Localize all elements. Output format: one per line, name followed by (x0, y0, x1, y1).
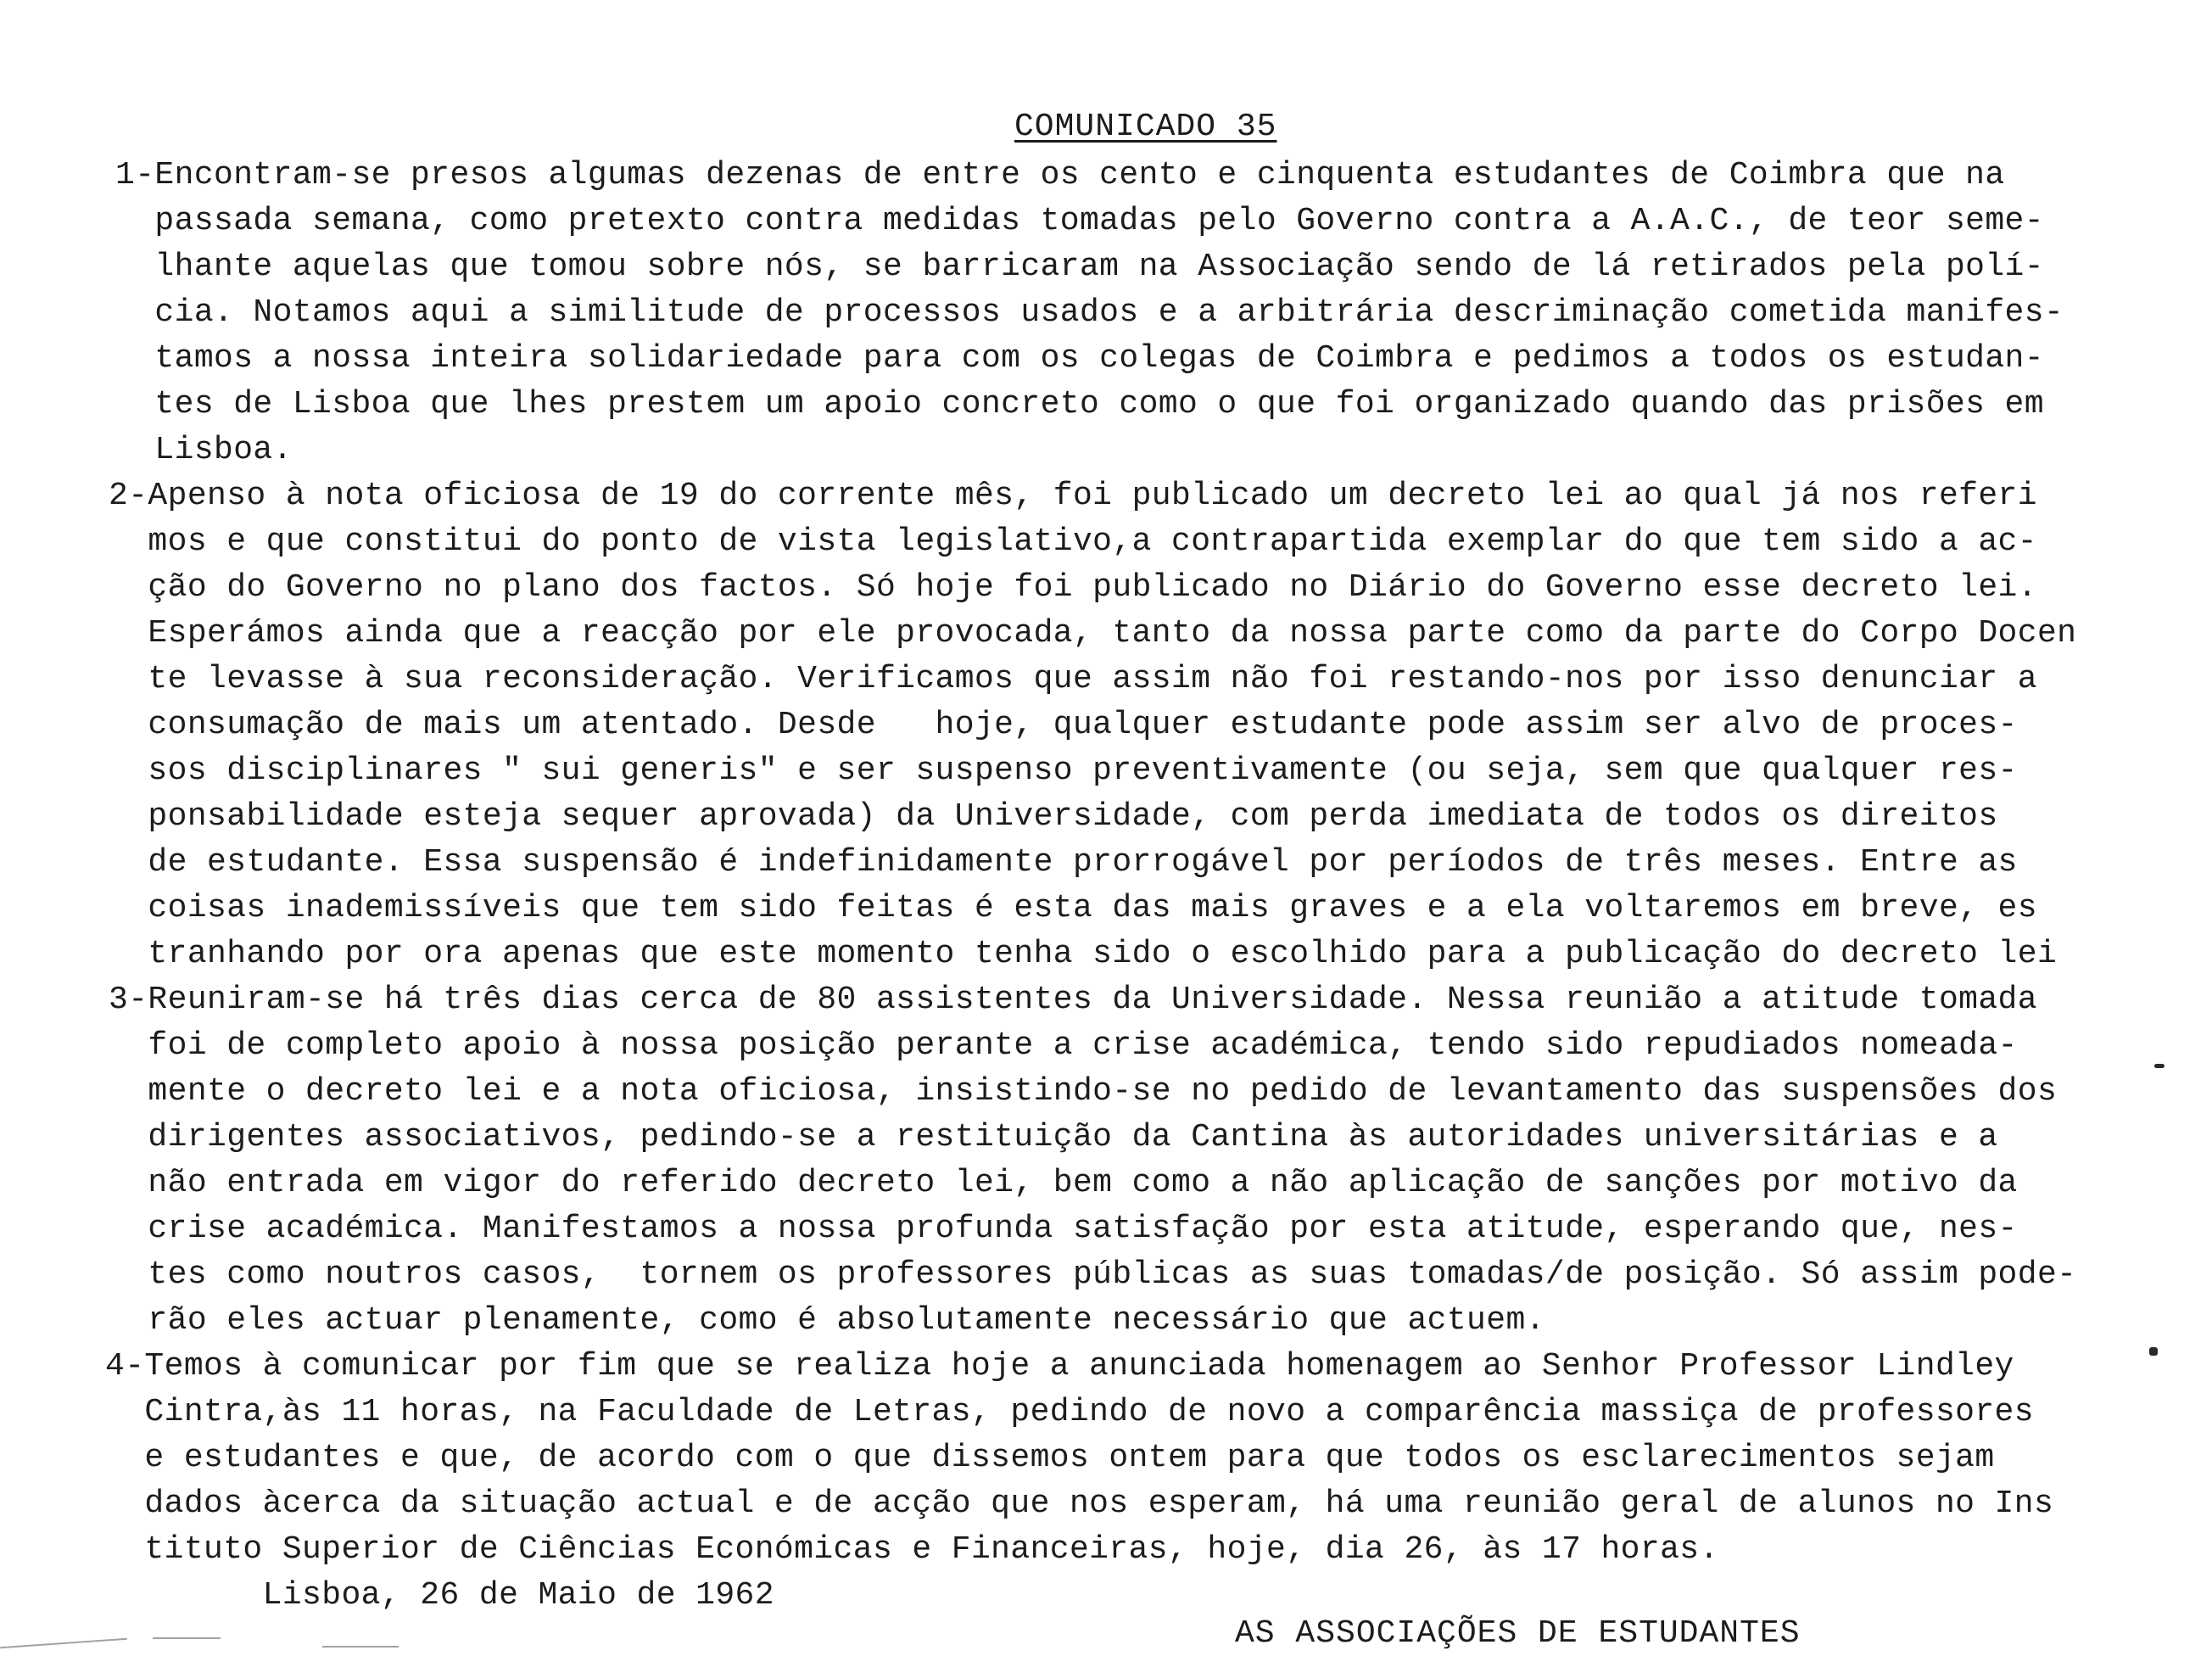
text-line: dados àcerca da situação actual e de acção que nos esperam, há uma reunião geral de alunos no Ins (105, 1485, 2054, 1522)
text-line: tranhando por ora apenas que este momento tenha sido o escolhido para a publicação do decreto lei (109, 936, 2058, 972)
text-line: Esperámos ainda que a reacção por ele provocada, tanto da nossa parte como da parte do Corpo Docen (109, 615, 2077, 652)
text-line: tes de Lisboa que lhes prestem um apoio concreto como o que foi organizado quando das prisões em (115, 386, 2044, 422)
text-line: 4-Temos à comunicar por fim que se realiza hoje a anunciada homenagem ao Senhor Professor Lindley (105, 1348, 2014, 1385)
text-line: tes como noutros casos, tornem os professores públicas as suas tomadas/de posição. Só assim pode- (109, 1256, 2077, 1293)
document-title: COMUNICADO 35 (1014, 109, 1277, 145)
scan-smudge (153, 1637, 221, 1639)
ink-speck (2149, 1347, 2158, 1356)
text-line: mos e que constitui do ponto de vista legislativo,a contrapartida exemplar do que tem sido a ac- (109, 523, 2037, 560)
text-line: te levasse à sua reconsideração. Verificamos que assim não foi restando-nos por isso denunciar a (109, 661, 2037, 697)
text-line: 3-Reuniram-se há três dias cerca de 80 assistentes da Universidade. Nessa reunião a atitude tomada (109, 982, 2037, 1018)
text-line: ção do Governo no plano dos factos. Só hoje foi publicado no Diário do Governo esse decreto lei. (109, 569, 2037, 606)
text-line: ponsabilidade esteja sequer aprovada) da Universidade, com perda imediata de todos os direitos (109, 798, 1998, 835)
date-line: Lisboa, 26 de Maio de 1962 (105, 1577, 774, 1614)
text-line: consumação de mais um atentado. Desde hoje, qualquer estudante pode assim ser alvo de proces- (109, 707, 2018, 743)
text-line: foi de completo apoio à nossa posição perante a crise académica, tendo sido repudiados nomeada- (109, 1027, 2018, 1064)
scan-smudge (322, 1646, 399, 1648)
text-line: tamos a nossa inteira solidariedade para com os colegas de Coimbra e pedimos a todos os estudan- (115, 340, 2044, 377)
text-line: mente o decreto lei e a nota oficiosa, insistindo-se no pedido de levantamento das suspensões dos (109, 1073, 2058, 1110)
text-line: e estudantes e que, de acordo com o que dissemos ontem para que todos os esclarecimentos sejam (105, 1440, 1995, 1476)
signature: AS ASSOCIAÇÕES DE ESTUDANTES (1235, 1615, 1801, 1652)
text-line: crise académica. Manifestamos a nossa profunda satisfação por esta atitude, esperando que, nes- (109, 1211, 2018, 1247)
text-line: 2-Apenso à nota oficiosa de 19 do corrente mês, foi publicado um decreto lei ao qual já nos referi (109, 478, 2037, 514)
text-line: lhante aquelas que tomou sobre nós, se barricaram na Associação sendo de lá retirados pela polí- (115, 249, 2044, 285)
text-line: dirigentes associativos, pedindo-se a restituição da Cantina às autoridades universitárias e a (109, 1119, 1998, 1155)
text-line: passada semana, como pretexto contra medidas tomadas pelo Governo contra a A.A.C., de teor seme- (115, 203, 2044, 239)
text-line: tituto Superior de Ciências Económicas e Financeiras, hoje, dia 26, às 17 horas. (105, 1531, 1719, 1568)
text-line: não entrada em vigor do referido decreto lei, bem como a não aplicação de sanções por motivo da (109, 1165, 2018, 1201)
text-line: coisas inademissíveis que tem sido feitas é esta das mais graves e a ela voltaremos em breve, es (109, 890, 2037, 926)
text-line: sos disciplinares " sui generis" e ser suspenso preventivamente (ou seja, sem que qualquer res- (109, 752, 2018, 789)
text-line: rão eles actuar plenamente, como é absolutamente necessário que actuem. (109, 1302, 1545, 1339)
scan-smudge (0, 1638, 127, 1648)
text-line: 1-Encontram-se presos algumas dezenas de entre os cento e cinquenta estudantes de Coimbra que na (115, 157, 2005, 193)
text-line: cia. Notamos aqui a similitude de processos usados e a arbitrária descriminação cometida manifes- (115, 294, 2064, 331)
text-line: de estudante. Essa suspensão é indefinidamente prorrogável por períodos de três meses. Entre as (109, 844, 2018, 881)
text-line: Cintra,às 11 horas, na Faculdade de Letras, pedindo de novo a comparência massiça de professores (105, 1394, 2034, 1430)
ink-speck (2154, 1064, 2165, 1068)
text-line: Lisboa. (115, 432, 293, 468)
